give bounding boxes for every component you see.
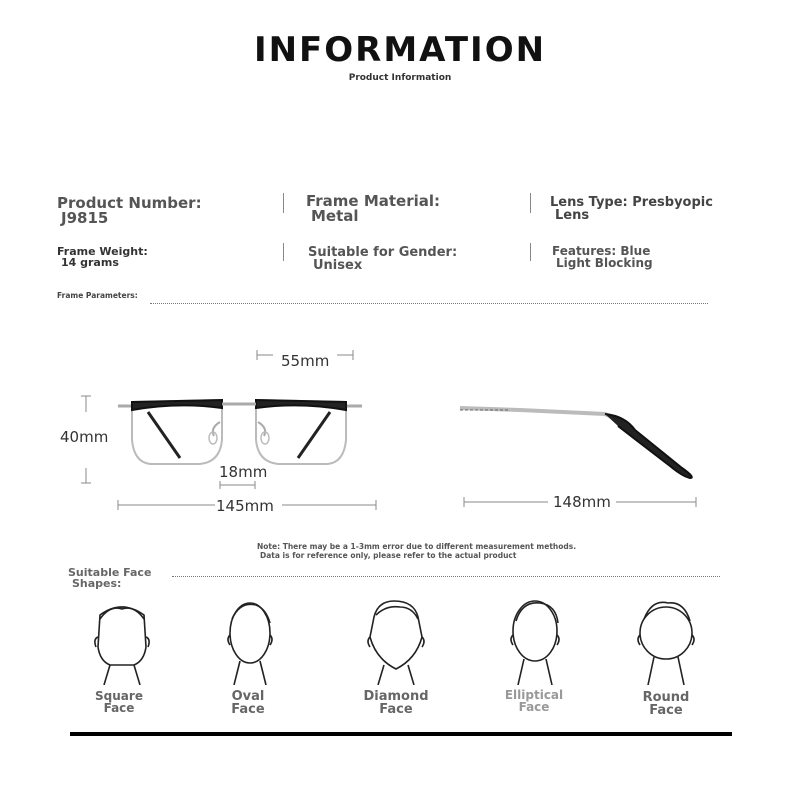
spec-product-number	[57, 196, 202, 226]
face-label-line2: Face	[518, 700, 550, 714]
face-label-line1: Diamond	[363, 689, 429, 704]
page-title: INFORMATION	[253, 30, 547, 70]
spec-frame-material-label: Frame Material:	[306, 192, 441, 210]
face-label-line2: Face	[231, 702, 265, 717]
face-label-square	[64, 690, 174, 714]
bridge-dimension-line	[220, 481, 255, 489]
face-label-line1: Round	[642, 690, 690, 705]
face-label-line1: Oval	[231, 689, 265, 704]
spec-features-value: Light Blocking	[556, 256, 653, 270]
elliptical-face-icon	[511, 601, 559, 685]
face-label-round	[611, 691, 721, 717]
spec-frame-material	[306, 194, 440, 224]
face-shapes-icons	[60, 595, 740, 685]
divider	[530, 193, 531, 213]
divider	[530, 243, 531, 261]
spec-frame-weight-label: Frame Weight:	[57, 245, 148, 258]
round-face-icon	[638, 602, 694, 685]
frame-width-label: 145mm	[216, 497, 274, 515]
divider	[283, 243, 284, 261]
spec-frame-material-value: Metal	[311, 207, 359, 225]
bridge-width-label: 18mm	[219, 463, 268, 481]
face-label-line1: Elliptical	[504, 688, 564, 702]
spec-gender-label: Suitable for Gender:	[308, 245, 458, 260]
divider	[283, 193, 284, 213]
face-label-line2: Face	[649, 703, 683, 718]
spec-lens-type	[550, 196, 713, 222]
spec-product-number-label: Product Number:	[57, 194, 202, 212]
dotted-divider	[150, 303, 708, 304]
square-face-icon	[95, 607, 149, 685]
lens-height-label: 40mm	[60, 428, 109, 446]
spec-gender	[308, 246, 457, 272]
face-label-elliptical	[479, 689, 589, 713]
face-shapes-label-line1: Suitable Face	[68, 566, 152, 579]
measurement-note-line2: Data is for reference only, please refer to the actual product	[260, 551, 517, 561]
spec-frame-weight-value: 14 grams	[61, 256, 119, 269]
spec-features-label: Features: Blue	[552, 244, 651, 258]
face-label-diamond	[341, 690, 451, 716]
spec-frame-weight	[57, 246, 148, 268]
diamond-face-icon	[368, 601, 424, 685]
face-shapes-label-line2: Shapes:	[72, 577, 122, 590]
face-label-line2: Face	[379, 702, 413, 717]
bottom-divider-bar	[70, 732, 732, 736]
face-label-oval	[193, 690, 303, 716]
oval-face-icon	[228, 603, 272, 685]
spec-product-number-value: J9815	[61, 209, 109, 227]
dotted-divider	[172, 576, 720, 577]
lens-width-label: 55mm	[281, 352, 330, 370]
measurement-note	[257, 542, 576, 561]
spec-lens-type-label: Lens Type: Presbyopic	[550, 195, 713, 210]
frame-parameters-label: Frame Parameters:	[57, 291, 138, 300]
spec-lens-type-value: Lens	[555, 208, 590, 223]
face-shapes-label	[68, 567, 151, 589]
page-subtitle: Product Information	[348, 73, 452, 83]
measurement-note-line1: Note: There may be a 1-3mm error due to different measurement methods.	[257, 542, 577, 551]
face-label-line1: Square	[95, 689, 143, 703]
temple-length-label: 148mm	[553, 493, 611, 511]
face-label-line2: Face	[103, 701, 135, 715]
spec-features	[552, 245, 653, 269]
spec-gender-value: Unisex	[313, 258, 363, 273]
